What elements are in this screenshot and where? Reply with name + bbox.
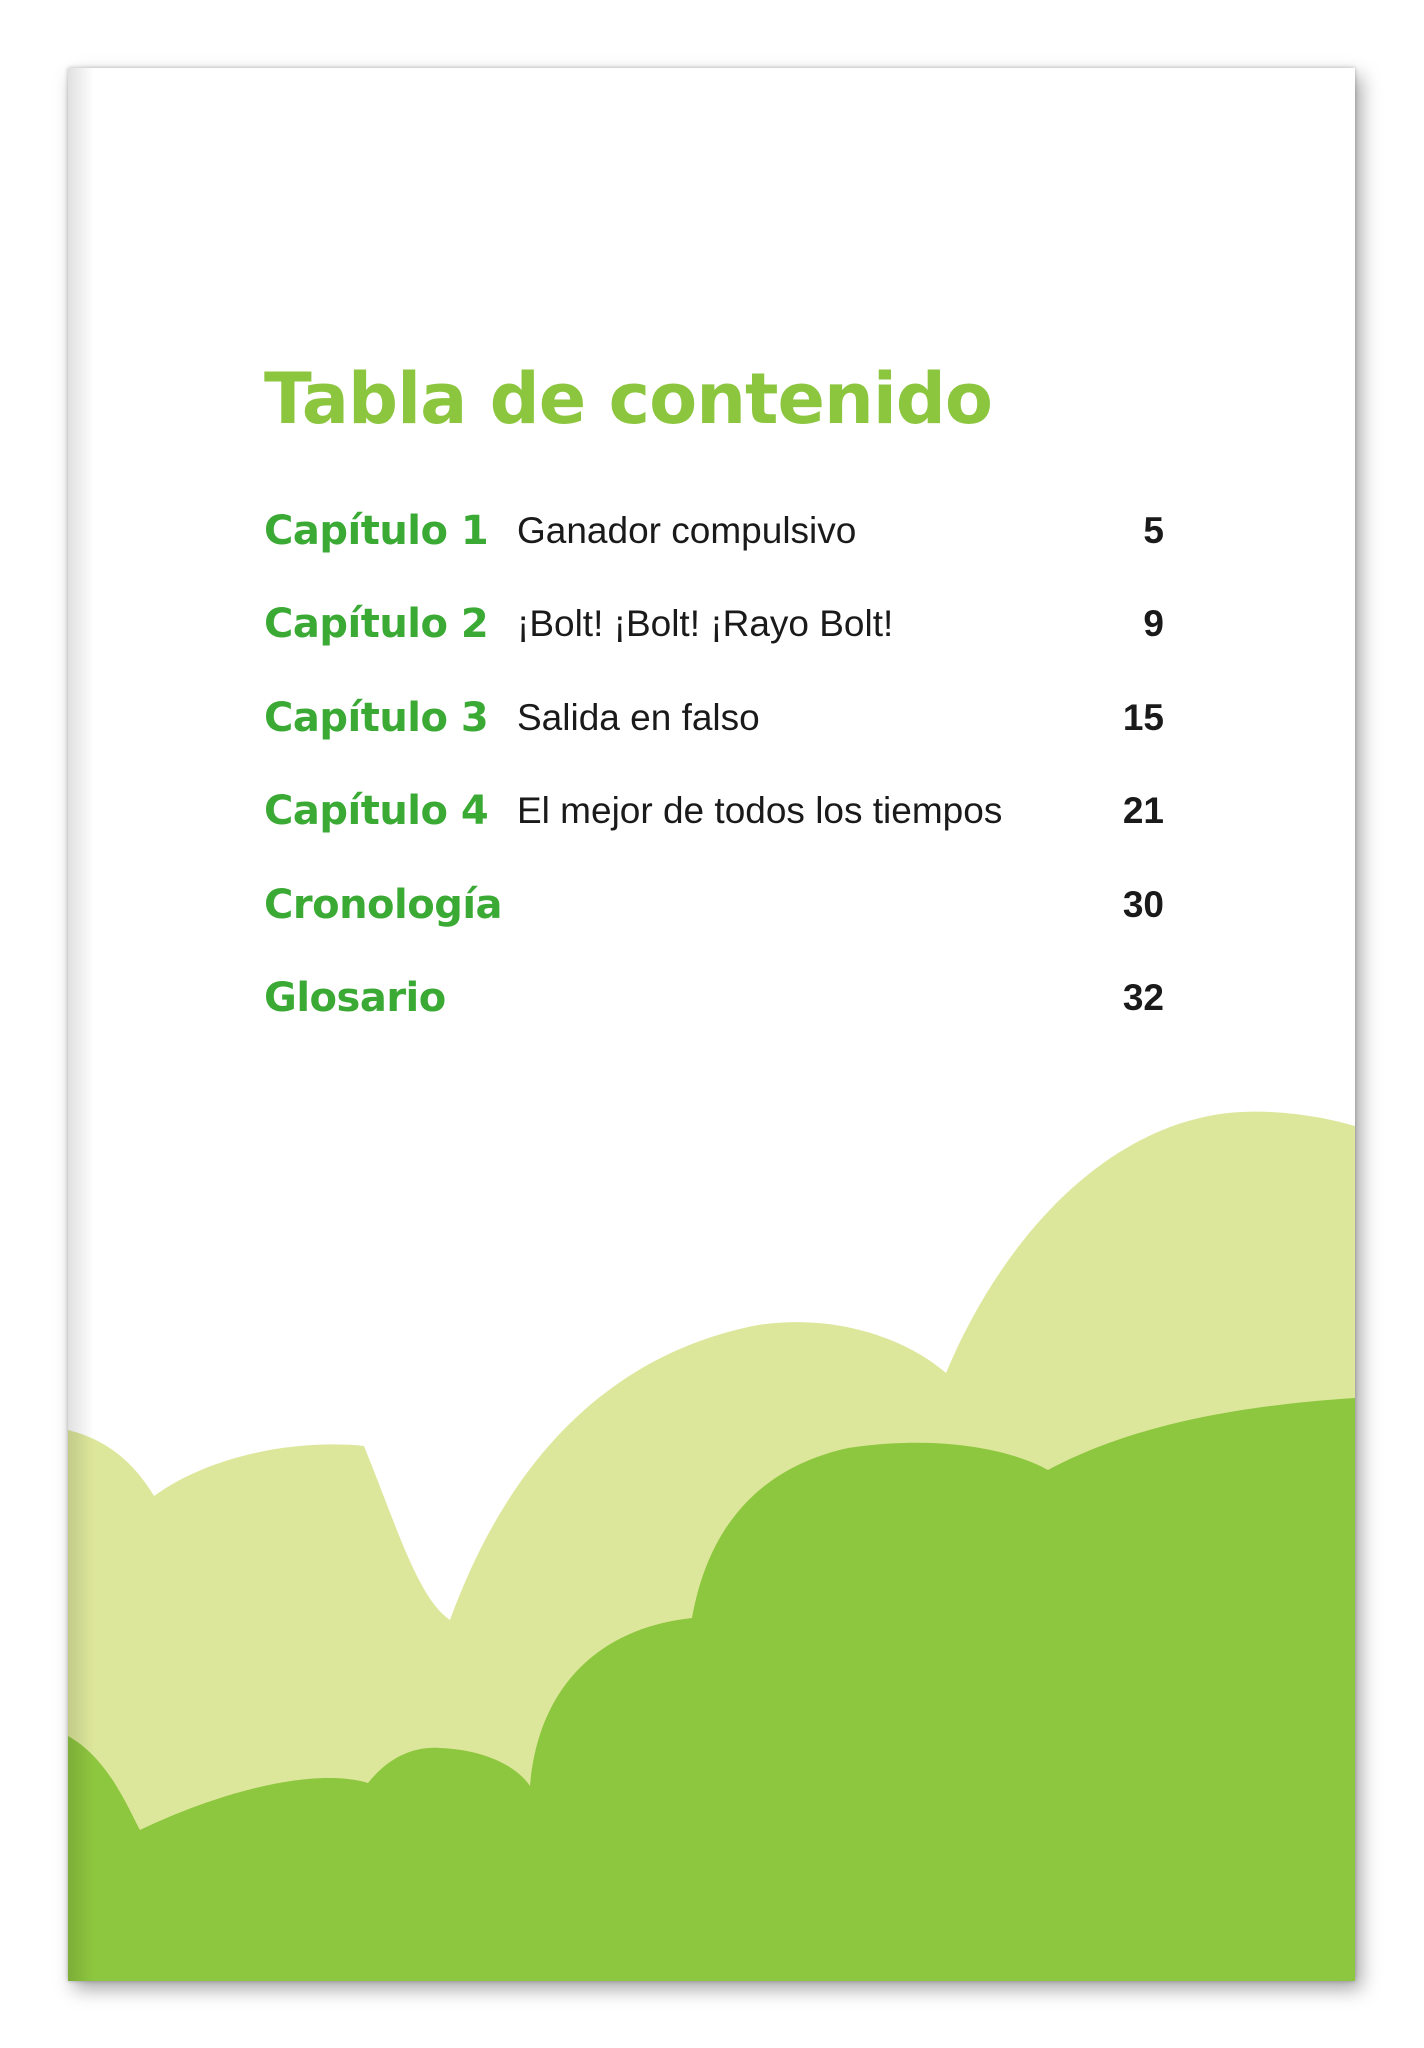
toc-entry-label: Capítulo 2 [264, 601, 489, 648]
toc-entry-page: 32 [1122, 977, 1164, 1019]
toc-entry-title: El mejor de todos los tiempos [517, 790, 1003, 832]
toc-entry[interactable] [264, 858, 1224, 952]
toc-entry-title: ¡Bolt! ¡Bolt! ¡Rayo Bolt! [517, 603, 894, 645]
toc-entry-page: 5 [1143, 509, 1164, 551]
toc-entry-page: 21 [1122, 790, 1164, 832]
page-title: Tabla de contenido [264, 358, 993, 440]
toc-entry[interactable] [264, 484, 1224, 578]
toc-entry-label: Capítulo 4 [264, 788, 489, 835]
toc-entry-page: 9 [1143, 603, 1164, 645]
toc-entry-title: Salida en falso [517, 696, 760, 738]
toc-entry-page: 30 [1122, 883, 1164, 925]
toc-entry[interactable] [264, 578, 1224, 672]
toc-entry-label: Glosario [264, 975, 446, 1022]
toc-entry-label: Capítulo 3 [264, 694, 489, 741]
toc-entry[interactable] [264, 671, 1224, 765]
toc-entry-label: Cronología [264, 881, 503, 928]
toc-entry[interactable] [264, 765, 1224, 859]
toc-entry[interactable] [264, 952, 1224, 1046]
book-page [68, 68, 1355, 1981]
toc-entry-page: 15 [1122, 696, 1164, 738]
toc-entry-title: Ganador compulsivo [517, 509, 857, 551]
table-of-contents [264, 358, 1224, 1045]
toc-entry-label: Capítulo 1 [264, 507, 489, 554]
